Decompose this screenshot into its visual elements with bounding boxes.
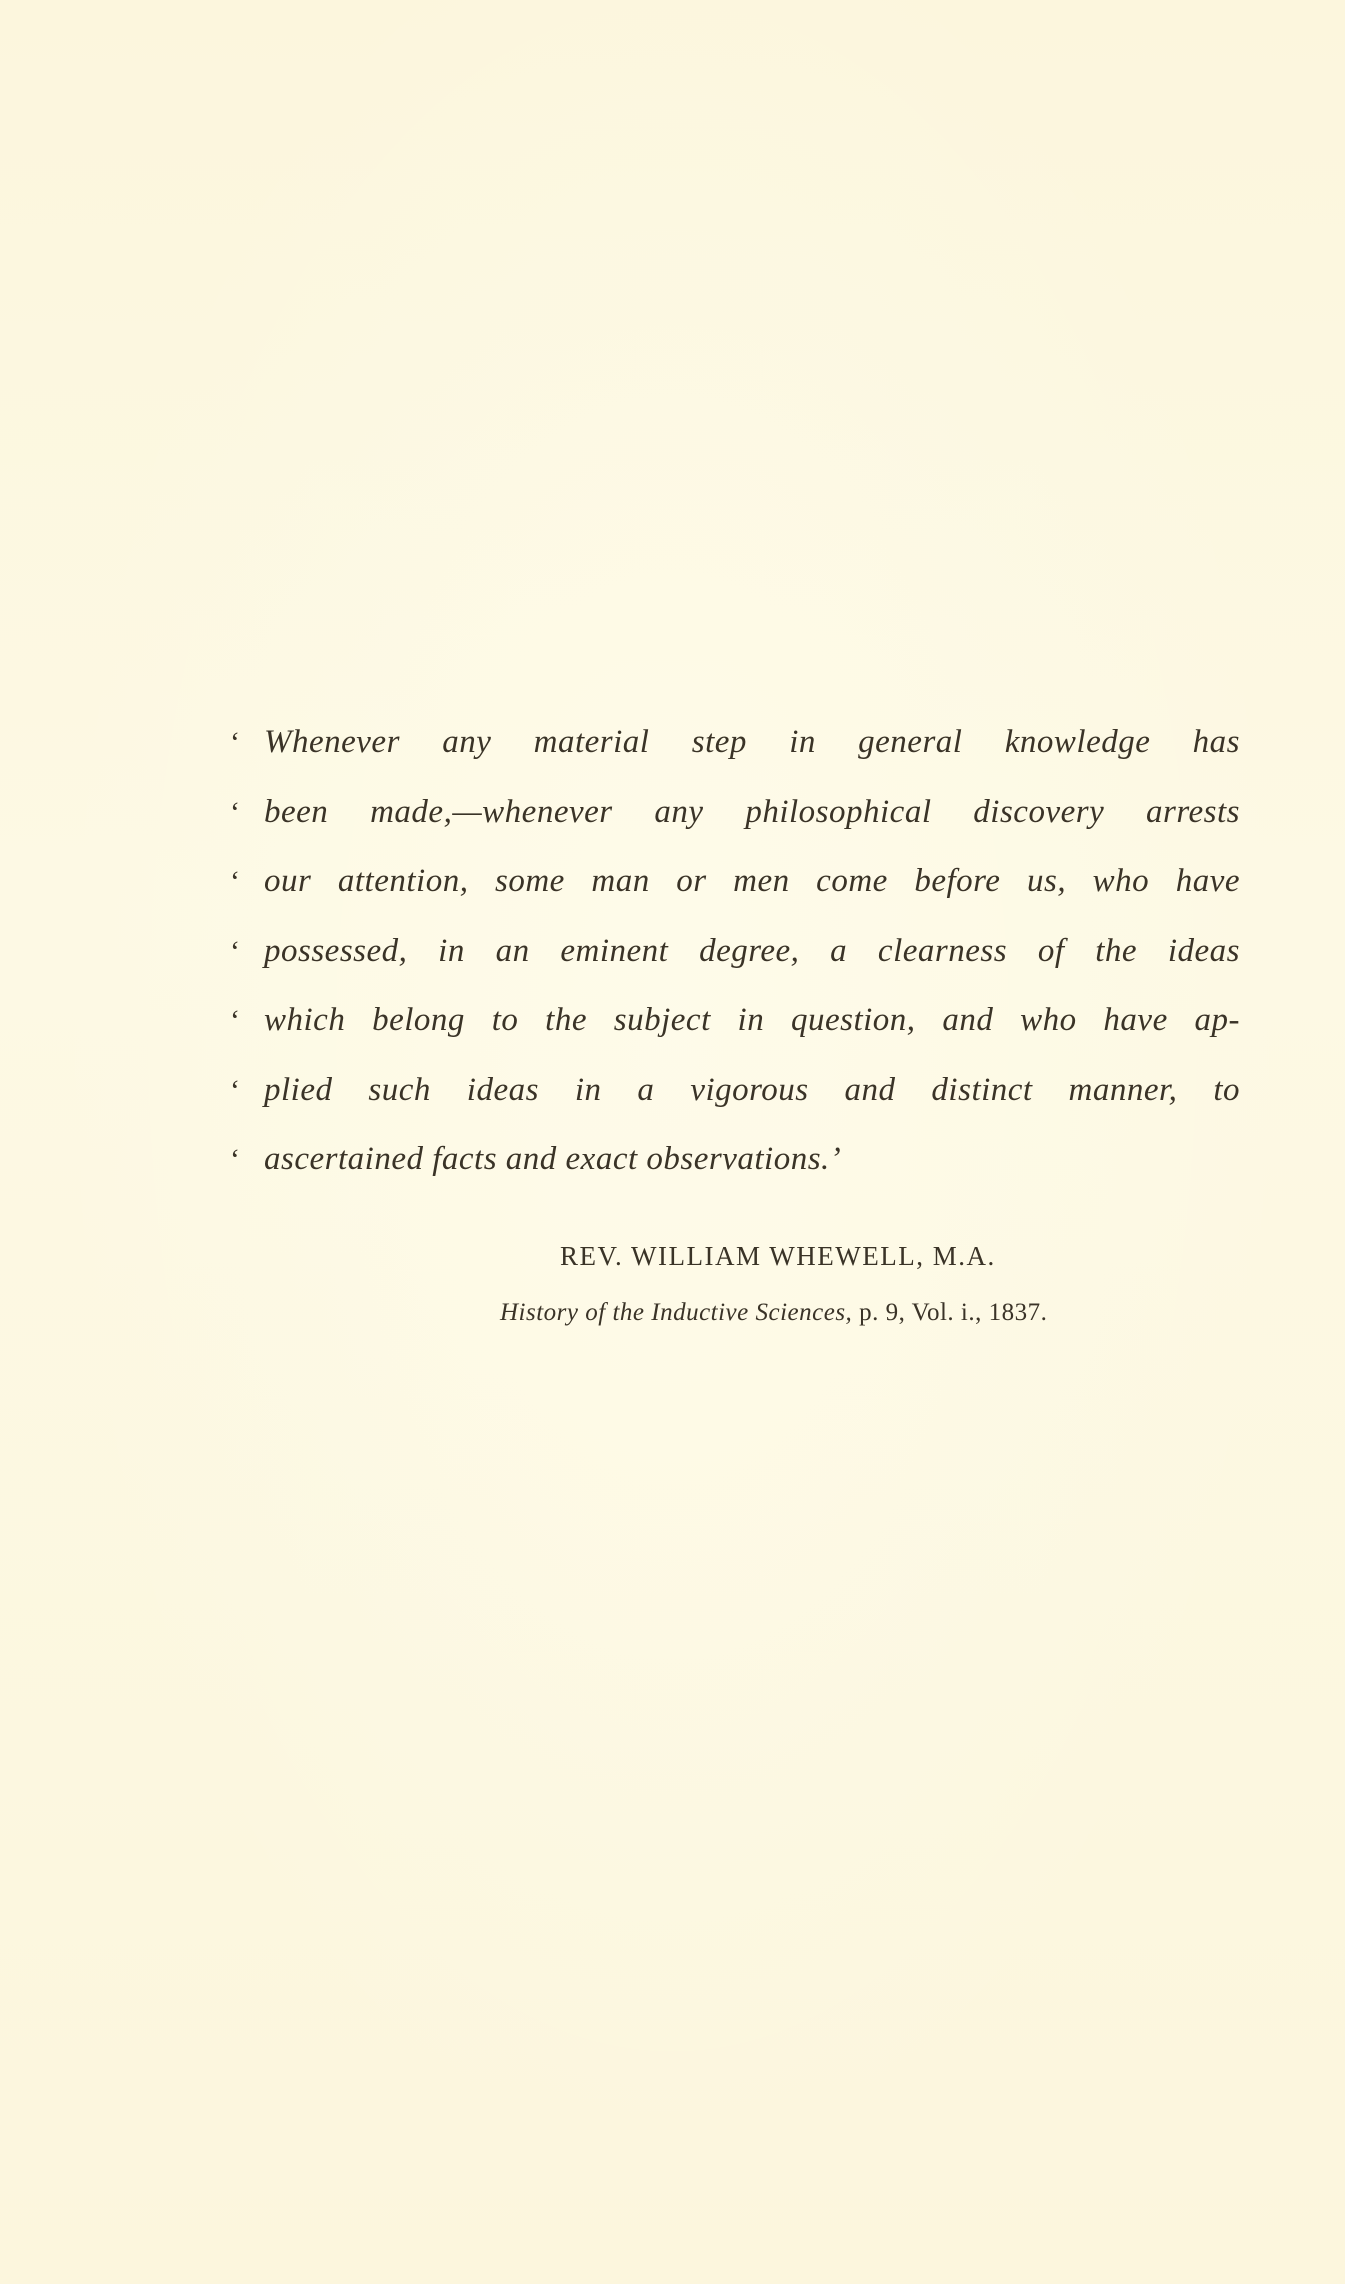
quote-mark: ‘ [230,1004,240,1037]
quote-mark: ‘ [230,865,240,898]
quote-line-text: Whenever any material step in general knowledge has [264,724,1240,760]
quote-line [230,917,1240,987]
quote-mark: ‘ [230,1143,240,1176]
source-citation [500,1294,1200,1332]
quote-line [230,1056,1240,1126]
quote-line-text: plied such ideas in a vigorous and distinct manner, to [264,1071,1240,1108]
epigraph-quote [230,708,1240,1195]
quote-mark: ‘ [230,1073,240,1107]
quote-mark: ‘ [230,934,240,968]
source-work-title: History of the Inductive Sciences, [500,1299,853,1326]
quote-line-text: which belong to the subject in question, and who have ap- [264,1002,1240,1038]
quote-line [230,847,1240,917]
attribution [500,1236,1200,1332]
quote-line-text: our attention, some man or men come before us, who have [264,863,1240,899]
quote-mark: ‘ [230,795,240,829]
source-work-details: p. 9, Vol. i., 1837. [859,1299,1048,1326]
quote-line [230,986,1240,1056]
quote-line [230,778,1240,848]
quote-mark: ‘ [230,726,240,759]
quote-line-text: possessed, in an eminent degree, a clearness of the ideas [264,932,1240,969]
author-name: REV. WILLIAM WHEWELL, M.A. [560,1241,996,1271]
quote-line-text: ascertained facts and exact observations.’ [264,1141,842,1177]
quote-line [230,708,1240,778]
quote-line [230,1125,1240,1195]
quote-line-text: been made,—whenever any philosophical discovery arrests [264,793,1240,830]
